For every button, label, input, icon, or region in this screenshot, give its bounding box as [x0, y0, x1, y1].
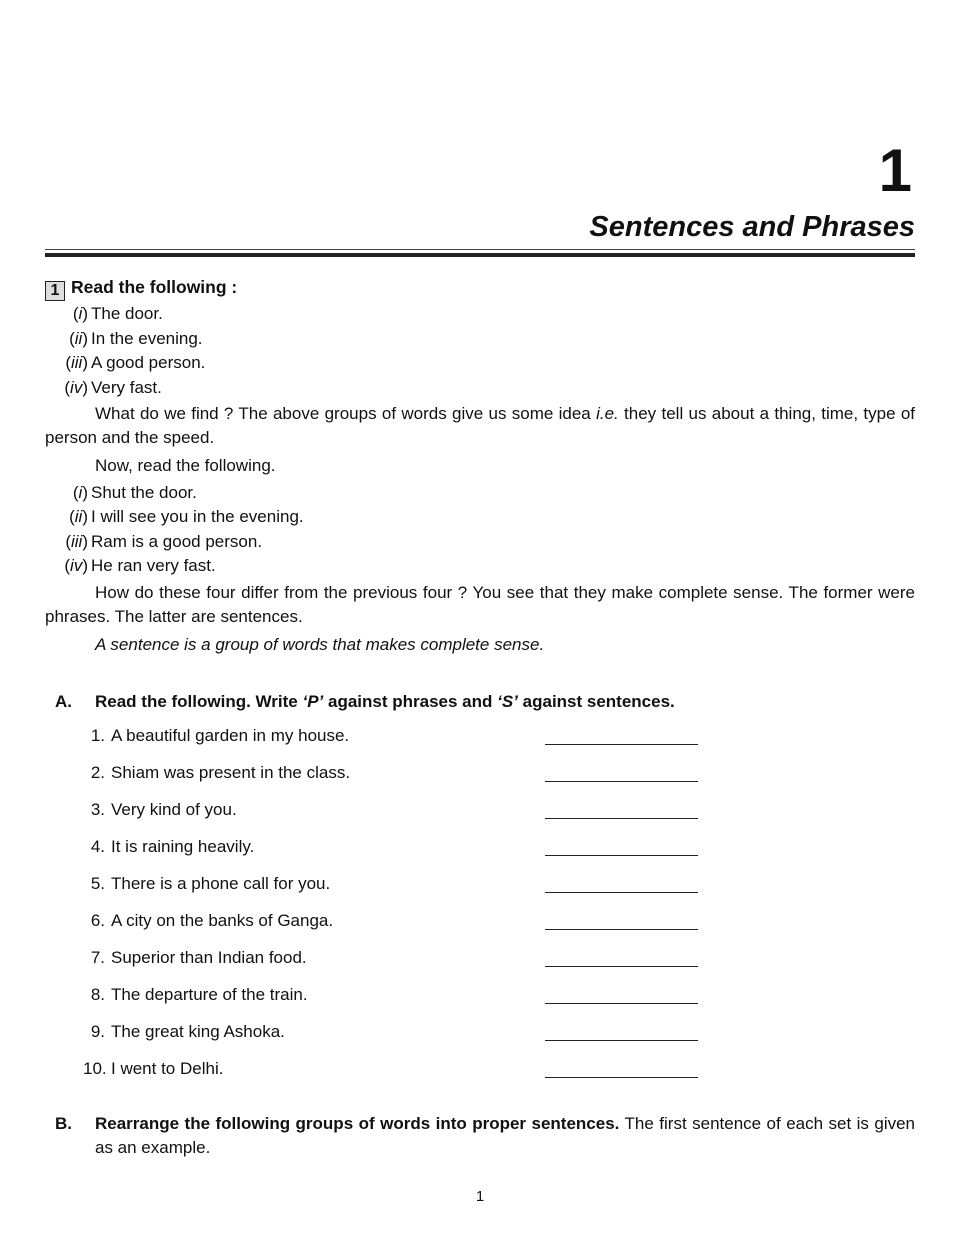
exercise-item: 7. Superior than Indian food.	[90, 948, 307, 967]
answer-blank[interactable]	[545, 818, 698, 819]
exercise-item: 2. Shiam was present in the class.	[90, 763, 351, 782]
title-rule-thin	[45, 249, 915, 250]
exercise-item: 4. It is raining heavily.	[90, 837, 255, 856]
answer-blank[interactable]	[545, 1077, 698, 1078]
list-item: (iv) He ran very fast.	[64, 556, 216, 575]
section-number-box: 1	[45, 281, 65, 301]
answer-blank[interactable]	[545, 781, 698, 782]
exercise-b-instructions: Rearrange the following groups of words into proper sentences. The first sentence of each set is given as an example.	[95, 1114, 915, 1157]
chapter-number: 1	[878, 137, 912, 204]
list-item: (iii) A good person.	[65, 353, 206, 372]
exercise-item: 6. A city on the banks of Ganga.	[90, 911, 334, 930]
exercise-a-letter: A.	[55, 692, 72, 711]
page-number: 1	[475, 1188, 485, 1205]
section-heading	[45, 276, 237, 301]
list-item: (iv) Very fast.	[64, 378, 162, 397]
list-item: (iii) Ram is a good person.	[65, 532, 263, 551]
list-item: (i) Shut the door.	[72, 483, 197, 502]
list-item: (i) The door.	[72, 304, 163, 323]
exercise-item: 3. Very kind of you.	[90, 800, 237, 819]
answer-blank[interactable]	[545, 929, 698, 930]
exercise-item: 10. I went to Delhi.	[83, 1059, 224, 1078]
answer-blank[interactable]	[545, 966, 698, 967]
section-heading-text: Read the following :	[71, 277, 238, 297]
answer-blank[interactable]	[545, 744, 698, 745]
exercise-item: 8. The departure of the train.	[90, 985, 308, 1004]
list-item: (ii) I will see you in the evening.	[69, 507, 304, 526]
answer-blank[interactable]	[545, 892, 698, 893]
title-rule-thick	[45, 253, 915, 257]
exercise-item: 9. The great king Ashoka.	[90, 1022, 285, 1041]
exercise-item: 1. A beautiful garden in my house.	[90, 726, 350, 745]
paragraph-3: How do these four differ from the previous four ? You see that they make complete sense. The former were phrases. The latter are sentences.	[45, 583, 915, 626]
paragraph-1: What do we find ? The above groups of words give us some idea i.e. they tell us about a thing, time, type of person and the speed.	[45, 404, 916, 447]
list-item: (ii) In the evening.	[69, 329, 203, 348]
answer-blank[interactable]	[545, 1003, 698, 1004]
answer-blank[interactable]	[545, 1040, 698, 1041]
paragraph-2: Now, read the following.	[95, 456, 276, 475]
exercise-b-letter: B.	[55, 1114, 72, 1133]
answer-blank[interactable]	[545, 855, 698, 856]
exercise-a-instructions: Read the following. Write ‘P’ against phrases and ‘S’ against sentences.	[95, 692, 675, 711]
chapter-title: Sentences and Phrases	[589, 211, 915, 243]
definition: A sentence is a group of words that makes complete sense.	[95, 635, 545, 654]
exercise-item: 5. There is a phone call for you.	[90, 874, 331, 893]
